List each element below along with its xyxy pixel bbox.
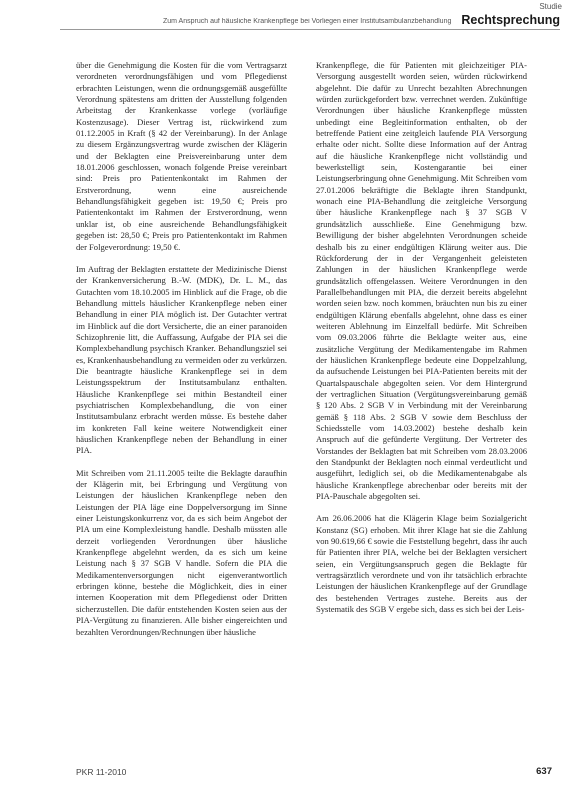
section-title: Rechtsprechung (461, 13, 560, 27)
paragraph: Mit Schreiben vom 21.11.2005 teilte die Beklagte daraufhin der Klägerin mit, bei Erbringung und Vergütung von Leistungen der häuslichen Krankenpflege neben den Leistungen der PIA läge eine Doppelversorgung im Sinne einer Leistungskonkurrenz vor, da es sich beim Angebot der PIA um eine Komplexleistung handle. Deshalb müssten alle derzeit vorliegenden Verordnungen über häusliche Krankenpflege abgelehnt werden, da es sich um keine Leistung nach § 37 SGB V handle. Sofern die PIA die Medikamentenversorgungen nicht eigenverantwortlich erbringen könne, bestehe die Möglichkeit, dies in einer internen Kooperation mit dem Pflegedienst oder Dritten sicherzustellen. Die dafür entstehenden Kosten seien aus der PIA-Vergütung zu finanzieren. Alle bisher eingereichten und bezahlten Verordnungen/Rechnungen über häusliche (76, 467, 287, 637)
left-column (76, 60, 287, 649)
paragraph: Krankenpflege, die für Patienten mit gleichzeitiger PIA-Versorgung ausgestellt worden seien, würden rückwirkend abgelehnt. Die dafür zu Unrecht bezahlten Abrechnungen würden zurückgefordert bzw. verrechnet werden. Zukünftige Verordnungen über häusliche Krankenpflege müssten unbedingt eine Begleitinformation enthalten, ob der betreffende Patient eine zeitgleich laufende PIA Versorgung erhalte oder nicht. Sollte diese Information auf der Antrag auf die häusliche Krankenpflege nicht vollständig und bewerkstelligt sein, Kostengarantie bei einer Leistungserbringung ohne Genehmigung. Mit Schreiben vom 27.01.2006 bekräftigte die Beklagte ihren Standpunkt, wonach eine PIA-Behandlung die zeitgleiche Versorgung über häusliche Krankenpflege nach § 37 SGB V grundsätzlich ausschließe. Eine Genehmigung bzw. Bewilligung der bisher abgelehnten Verordnungen scheide deshalb bis zu einer endgültigen Klärung weiter aus. Die Rückforderung der in der Vergangenheit geleisteten Zahlungen in der häuslichen Krankenpflege werde grundsätzlich offengelassen. Weitere Verordnungen in den Parallelbehandlungen mit PIA, die derzeit bereits abgelehnt worden seien bzw. noch kommen, bräuchten nun bis zu einer endgültigen Klärung ebenfalls abgelehnt, ohne dass es einer weiteren Ablehnung im Einzelfall bedürfe. Mit Schreiben vom 09.03.2006 führte die Beklagte weiter aus, eine zusätzliche Vergütung der Medikamentengabe im Rahmen der häuslichen Krankenpflege bedeute eine Doppelzahlung, da aufsuchende Leistungen bei PIA-Patienten bereits mit der Quartalspauschale abgegolten seien. Vor dem Hintergrund der vertraglichen Situation (Vergütungsvereinbarung gemäß § 120 Abs. 2 SGB V in Verbindung mit der Vereinbarung gemäß § 118 Abs. 2 SGB V sowie dem Beschluss der Schiedsstelle vom 14.03.2002) bestehe deshalb kein Anspruch auf die gefünderte Vergütung. Der Vertreter des Vorstandes der Beklagten bat mit Schreiben vom 28.03.2006 den Standpunkt der Beklagten noch einmal verdeutlicht und ausgeführt, lediglich sei, ob die Medikamentenabgabe als häusliche Krankenpflege abrechenbar oder bereits mit der PIA-Pauschale abgegolten sei. (316, 60, 527, 502)
paragraph: über die Genehmigung die Kosten für die vom Vertragsarzt verordneten verordnungsfähigen und vom Pflegedienst erbrachten Leistungen, wenn die ordnungsgemäß ausgefüllte Verordnung spätestens am dritten der Ausstellung folgenden Arbeitstag der Krankenkasse vorlege (vorläufige Kostenzusage). Dieser Vertrag ist, rückwirkend zum 01.12.2005 in Kraft (§ 42 der Vereinbarung). In der Anlage zu diesem Ergänzungsvertrag wurde zwischen der Klägerin und der Beklagten eine Preisvereinbarung unter dem 18.01.2006 geschlossen, wonach folgende Preise vereinbart sind: Preis pro Patientenkontakt im Rahmen der Erstverordnung, wenn eine ausreichende Behandlungsfähigkeit gegeben ist: 19,50 €; Preis pro Patientenkontakt im Rahmen der Erstverordnung, wenn unklar ist, ob eine ausreichende Behandlungsfähigkeit gegeben ist: 28,50 €; Preis pro Patientenkontakt im Rahmen der Folgeverordnung: 19,50 €. (76, 60, 287, 252)
right-column (316, 60, 527, 627)
running-title: Zum Anspruch auf häusliche Krankenpflege bei Vorliegen einer Institutsambulanzbehandlung (163, 18, 452, 25)
issue-label: PKR 11-2010 (76, 767, 127, 777)
page-header (60, 11, 560, 30)
page-number: 637 (536, 766, 552, 777)
paragraph: Im Auftrag der Beklagten erstattete der Medizinische Dienst der Krankenversicherung B.-W. (MDK), Dr. L. M., das Gutachten vom 18.10.2005 im Hinblick auf die Frage, ob die Behandlung mittels häuslicher Krankenpflege neben einer Behandlung in einer PIA möglich ist. Der Gutachter vertrat im Hinblick auf die dort Versicherte, die an einer paranoiden Schizophrenie litt, die Auffassung, Aufgabe der PIA sei die Komplexbehandlung psychisch Kranker. Behandlungsziel sei es, Krankenhausbehandlung zu vermeiden oder zu verkürzen. Die beantragte häusliche Krankenpflege sei in dem Leistungsspektrum der Institutsambulanz enthalten. Häusliche Krankenpflege sei mithin Bestandteil einer psychiatrischen Komplexbehandlung, die von einer Institutsambulanz erbracht werden müsse. Es bestehe daher im konkreten Fall keine weitere Notwendigkeit einer häuslichen Krankenpflege neben der Behandlung in einer PIA. (76, 263, 287, 456)
paragraph: Am 26.06.2006 hat die Klägerin Klage beim Sozialgericht Konstanz (SG) erhoben. Mit ihrer Klage hat sie die Zahlung von 90.619,66 € sowie die Feststellung begehrt, dass ihr auch für Patienten ihrer PIA, welche bei der Beklagten versichert seien, ein Vergütungsanspruch gegen die Beklagte für vertragsärztlich verordnete und von ihr tatsächlich erbrachte Leistungen der häuslichen Krankenpflege auf der Grundlage des bestehenden Vertrages zustehe. Bereits aus der Systematik des SGB V ergebe sich, dass es sich bei der Leis- (316, 513, 527, 615)
journal-label: Studie (539, 2, 562, 11)
